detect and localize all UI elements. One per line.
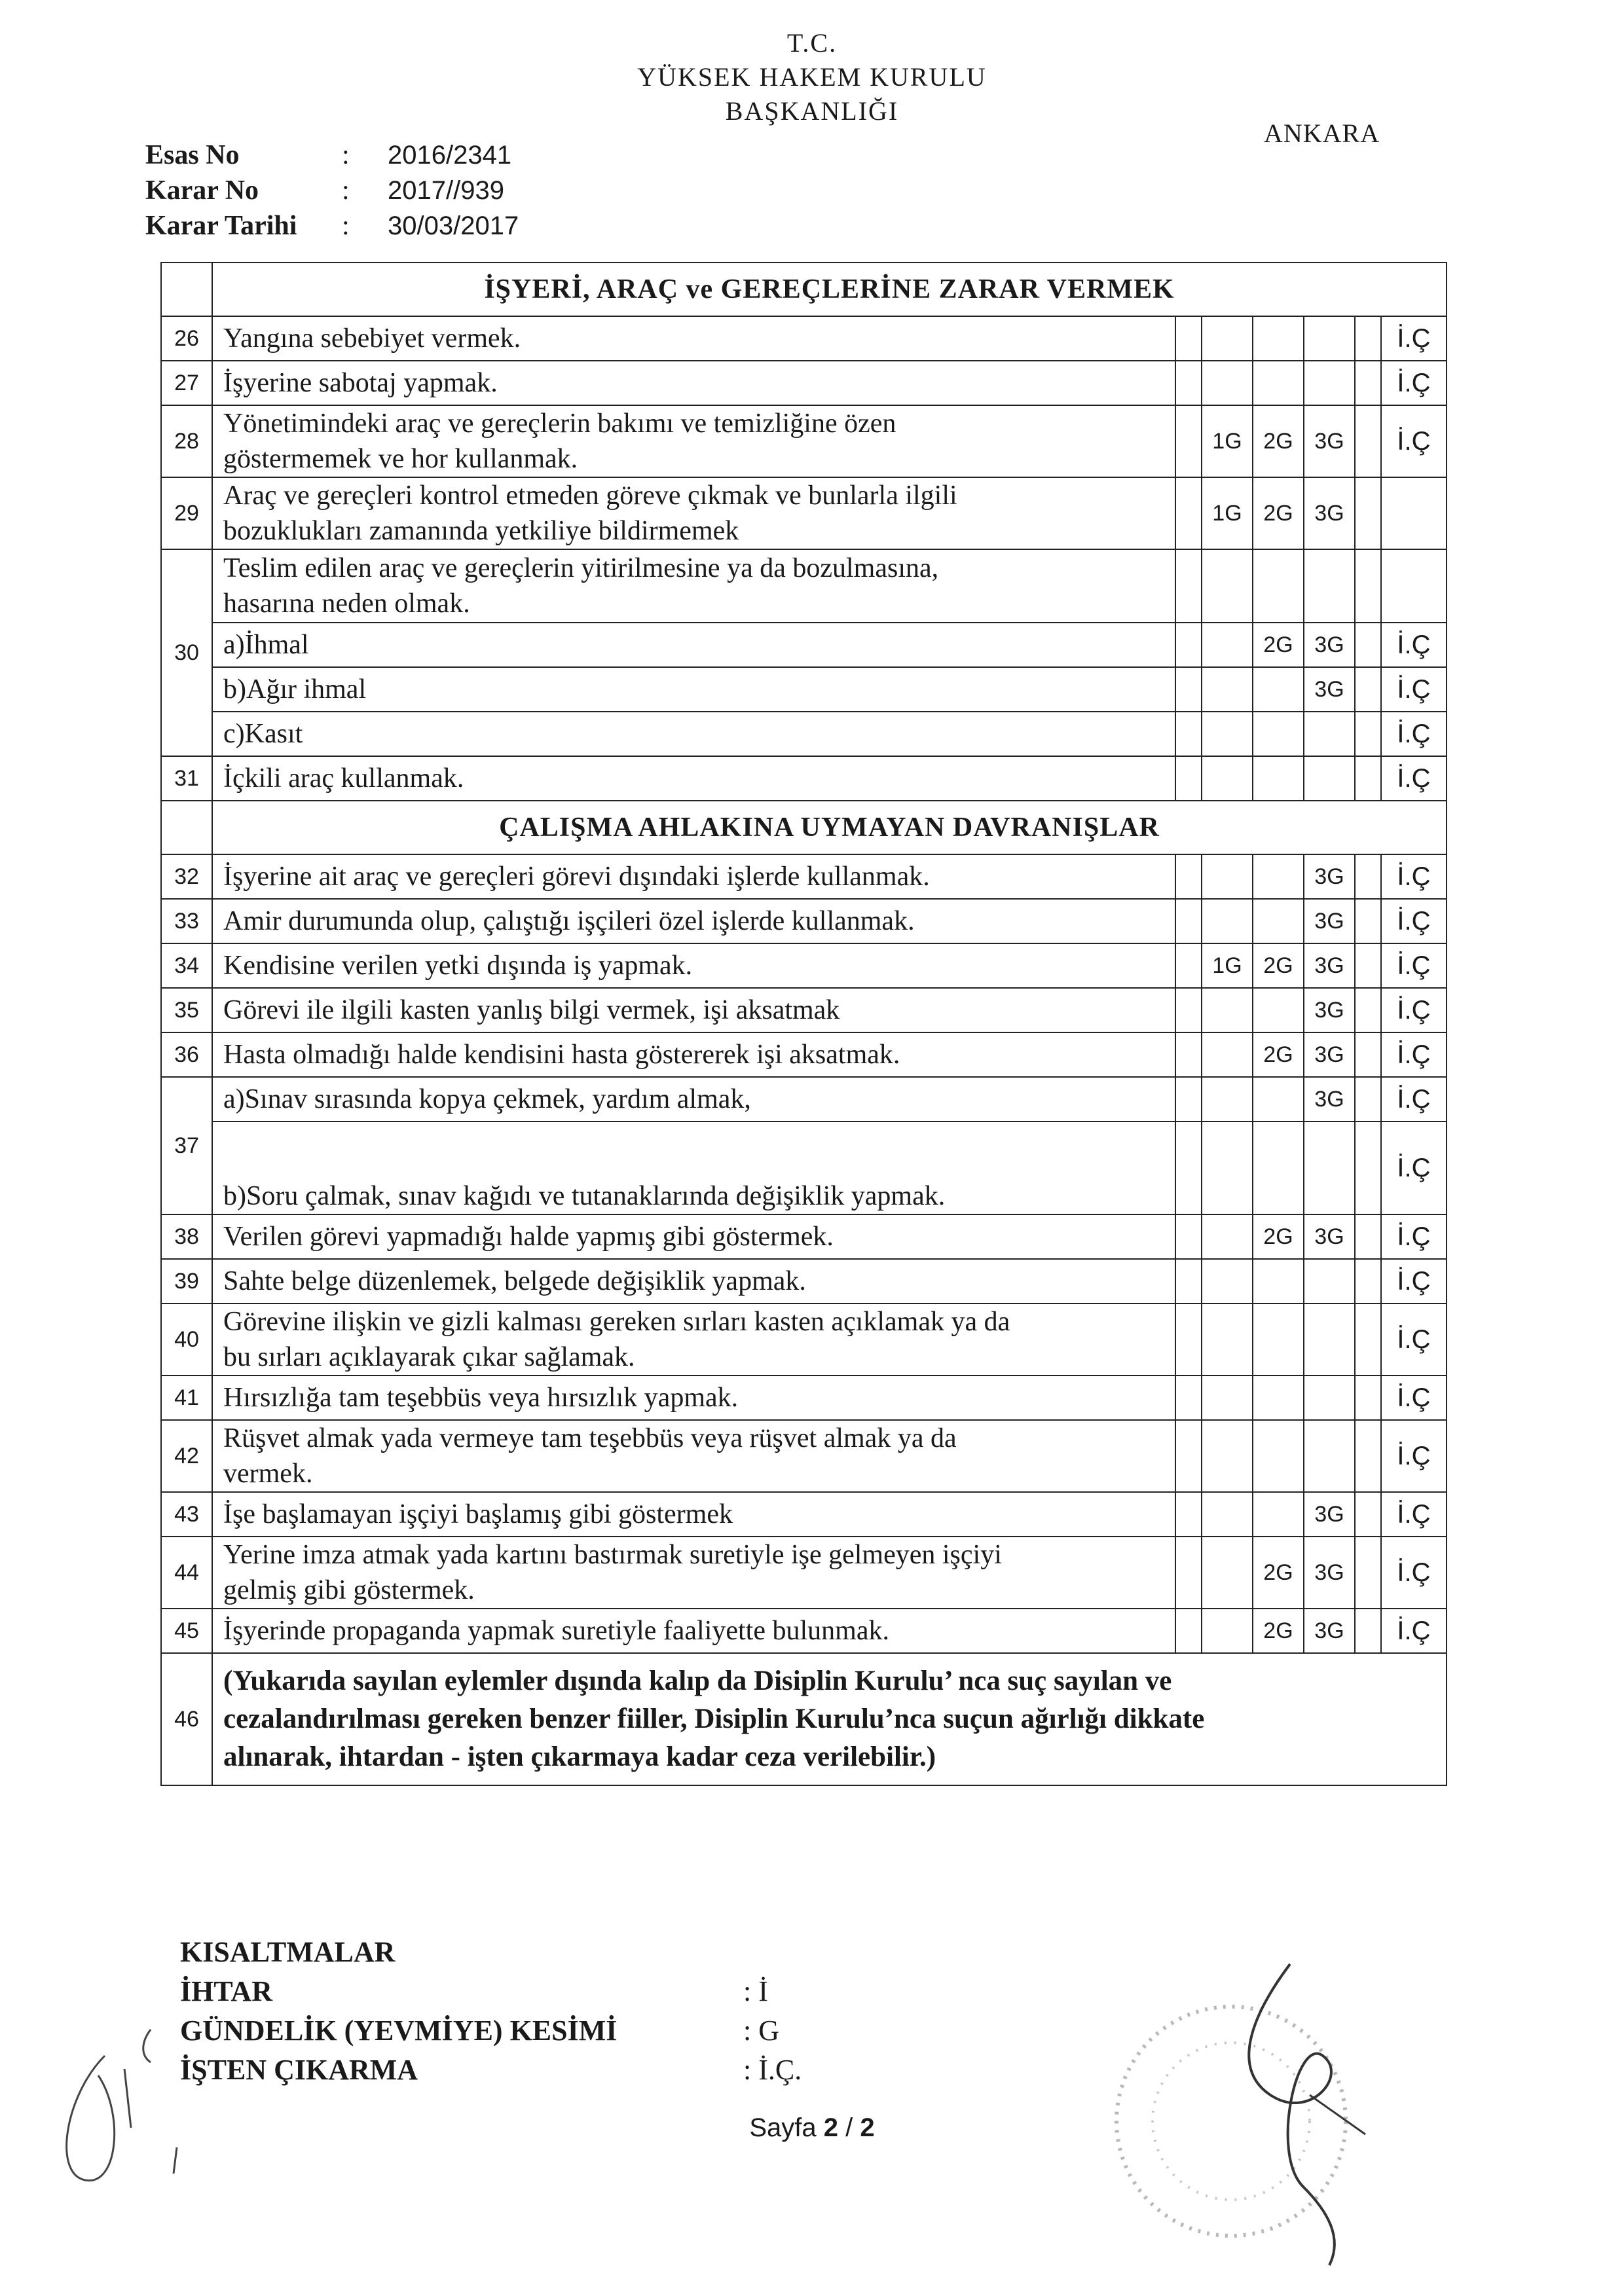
penalty-2g: 2G (1253, 405, 1304, 477)
penalty-dismissal: İ.Ç (1381, 316, 1447, 361)
row-number: 26 (161, 316, 212, 361)
meta-row-esas (145, 137, 519, 173)
abbreviation-item (180, 2011, 802, 2050)
penalty-dismissal: İ.Ç (1381, 623, 1447, 667)
row-description (212, 477, 1175, 549)
table-row (161, 316, 1447, 361)
penalty-dismissal: İ.Ç (1381, 988, 1447, 1032)
penalty-2g: 2G (1253, 477, 1304, 549)
row-description: İşyerine ait araç ve gereçleri görevi dışındaki işlerde kullanmak. (212, 854, 1175, 899)
penalty-dismissal: İ.Ç (1381, 943, 1447, 988)
section-title: İŞYERİ, ARAÇ ve GEREÇLERİNE ZARAR VERMEK (212, 263, 1447, 316)
row-description: İşyerinde propaganda yapmak suretiyle faaliyette bulunmak. (212, 1609, 1175, 1653)
table-row (161, 1032, 1447, 1077)
penalty-3g: 3G (1304, 623, 1355, 667)
penalty-2g: 2G (1253, 1609, 1304, 1653)
penalty-dismissal: İ.Ç (1381, 667, 1447, 712)
row-number: 39 (161, 1259, 212, 1303)
penalty-dismissal: İ.Ç (1381, 1492, 1447, 1537)
document-header (0, 26, 1624, 128)
table-row (161, 1420, 1447, 1492)
table-row (161, 405, 1447, 477)
table-row (161, 1259, 1447, 1303)
row-note (212, 1653, 1447, 1785)
row-number: 33 (161, 899, 212, 943)
row-number: 46 (161, 1653, 212, 1785)
table-row (161, 477, 1447, 549)
row-subitem: a)İhmal (212, 623, 1175, 667)
abbreviation-term: İHTAR (180, 1975, 272, 2007)
meta-colon: : (342, 211, 350, 241)
page-total: 2 (860, 2113, 875, 2142)
row-description (212, 1420, 1175, 1492)
penalty-3g: 3G (1304, 899, 1355, 943)
header-line-presidency: BAŞKANLIĞI (725, 96, 899, 126)
penalty-dismissal: İ.Ç (1381, 1121, 1447, 1214)
row-description (212, 1303, 1175, 1376)
penalty-3g: 3G (1304, 1214, 1355, 1259)
abbreviation-code: : İ (743, 1975, 768, 2007)
discipline-table (160, 262, 1447, 1786)
table-row (161, 988, 1447, 1032)
penalty-2g: 2G (1253, 1214, 1304, 1259)
penalty-dismissal: İ.Ç (1381, 1303, 1447, 1376)
meta-row-tarih (145, 208, 519, 244)
meta-label: Karar No (145, 175, 259, 206)
table-row (161, 756, 1447, 801)
penalty-1g: 1G (1202, 943, 1253, 988)
table-row (161, 1077, 1447, 1121)
penalty-dismissal: İ.Ç (1381, 1420, 1447, 1492)
row-description (212, 1537, 1175, 1609)
meta-row-karar (145, 173, 519, 208)
section-title: ÇALIŞMA AHLAKINA UYMAYAN DAVRANIŞLAR (212, 801, 1447, 854)
row-description-line: Araç ve gereçleri kontrol etmeden göreve çıkmak ve bunlarla ilgili (223, 481, 957, 511)
row-description-line: Yönetimindeki araç ve gereçlerin bakımı ve temizliğine özen (223, 409, 896, 439)
penalty-dismissal: İ.Ç (1381, 756, 1447, 801)
meta-value: 2017//939 (388, 176, 504, 205)
abbreviation-item (180, 2050, 802, 2090)
table-row (161, 667, 1447, 712)
page-prefix: Sayfa (749, 2113, 817, 2142)
abbreviation-term: GÜNDELİK (YEVMİYE) KESİMİ (180, 2014, 618, 2047)
table-row (161, 1376, 1447, 1420)
page-separator: / (845, 2113, 853, 2142)
row-description: Hırsızlığa tam teşebbüs veya hırsızlık yapmak. (212, 1376, 1175, 1420)
penalty-dismissal: İ.Ç (1381, 899, 1447, 943)
row-number: 31 (161, 756, 212, 801)
table-row (161, 1537, 1447, 1609)
row-subitem: b)Ağır ihmal (212, 667, 1175, 712)
abbreviations-legend (180, 1933, 802, 2090)
row-number: 29 (161, 477, 212, 549)
case-meta (145, 137, 519, 244)
row-description-line: gelmiş gibi göstermek. (223, 1575, 475, 1605)
table-row (161, 1492, 1447, 1537)
note-line: (Yukarıda sayılan eylemler dışında kalıp da Disiplin Kurulu’ nca suç sayılan ve (223, 1666, 1172, 1696)
row-description-line: hasarına neden olmak. (223, 589, 470, 619)
table-row (161, 1609, 1447, 1653)
row-description: Yangına sebebiyet vermek. (212, 316, 1175, 361)
penalty-2g: 2G (1253, 623, 1304, 667)
row-description-line: Rüşvet almak yada vermeye tam teşebbüs veya rüşvet almak ya da (223, 1423, 957, 1453)
table-row (161, 854, 1447, 899)
meta-label: Esas No (145, 140, 240, 170)
row-subitem: b)Soru çalmak, sınav kağıdı ve tutanaklarında değişiklik yapmak. (212, 1121, 1175, 1214)
penalty-2g: 2G (1253, 943, 1304, 988)
penalty-dismissal: İ.Ç (1381, 1032, 1447, 1077)
official-stamp-icon (1035, 1938, 1375, 2278)
penalty-3g: 3G (1304, 988, 1355, 1032)
penalty-1g: 1G (1202, 405, 1253, 477)
row-number: 30 (161, 549, 212, 756)
row-subitem: a)Sınav sırasında kopya çekmek, yardım almak, (212, 1077, 1175, 1121)
row-description-line: Teslim edilen araç ve gereçlerin yitirilmesine ya da bozulmasına, (223, 553, 939, 583)
row-description-line: bu sırları açıklayarak çıkar sağlamak. (223, 1342, 635, 1372)
table-row (161, 549, 1447, 623)
meta-label: Karar Tarihi (145, 211, 297, 241)
row-description: Hasta olmadığı halde kendisini hasta göstererek işi aksatmak. (212, 1032, 1175, 1077)
table-row (161, 1303, 1447, 1376)
row-description: İşe başlamayan işçiyi başlamış gibi göstermek (212, 1492, 1175, 1537)
penalty-2g: 2G (1253, 1032, 1304, 1077)
penalty-dismissal: İ.Ç (1381, 405, 1447, 477)
row-description (212, 405, 1175, 477)
table-row (161, 623, 1447, 667)
row-number: 38 (161, 1214, 212, 1259)
penalty-3g: 3G (1304, 943, 1355, 988)
penalty-dismissal: İ.Ç (1381, 854, 1447, 899)
table-row (161, 899, 1447, 943)
row-description: Verilen görevi yapmadığı halde yapmış gibi göstermek. (212, 1214, 1175, 1259)
abbreviation-code: : İ.Ç. (743, 2054, 802, 2086)
section-header-row (161, 801, 1447, 854)
penalty-dismissal: İ.Ç (1381, 361, 1447, 405)
penalty-dismissal: İ.Ç (1381, 1609, 1447, 1653)
penalty-3g: 3G (1304, 477, 1355, 549)
abbreviation-item (180, 1972, 802, 2011)
row-description: İçkili araç kullanmak. (212, 756, 1175, 801)
note-line: cezalandırılması gereken benzer fiiller, Disiplin Kurulu’nca suçun ağırlığı dikkate (223, 1704, 1205, 1734)
row-number: 45 (161, 1609, 212, 1653)
header-line-tc: T.C. (786, 28, 838, 58)
penalty-dismissal: İ.Ç (1381, 1214, 1447, 1259)
row-description-line: Yerine imza atmak yada kartını bastırmak suretiyle işe gelmeyen işçiyi (223, 1540, 1002, 1570)
table-row (161, 943, 1447, 988)
row-description-line: vermek. (223, 1459, 313, 1489)
row-number: 35 (161, 988, 212, 1032)
row-description: Amir durumunda olup, çalıştığı işçileri özel işlerde kullanmak. (212, 899, 1175, 943)
penalty-1g: 1G (1202, 477, 1253, 549)
city-label: ANKARA (1264, 118, 1380, 148)
row-number: 42 (161, 1420, 212, 1492)
penalty-3g: 3G (1304, 1492, 1355, 1537)
penalty-3g: 3G (1304, 667, 1355, 712)
penalty-3g: 3G (1304, 1537, 1355, 1609)
note-line: alınarak, ihtardan - işten çıkarmaya kadar ceza verilebilir.) (223, 1741, 936, 1772)
row-number: 34 (161, 943, 212, 988)
header-line-institution: YÜKSEK HAKEM KURULU (637, 62, 987, 92)
row-description: Görevi ile ilgili kasten yanlış bilgi vermek, işi aksatmak (212, 988, 1175, 1032)
row-number: 28 (161, 405, 212, 477)
page-current: 2 (823, 2113, 839, 2142)
row-description-line: bozuklukları zamanında yetkiliye bildirmemek (223, 516, 739, 546)
row-number: 37 (161, 1077, 212, 1214)
penalty-dismissal: İ.Ç (1381, 712, 1447, 756)
row-number: 41 (161, 1376, 212, 1420)
row-description: İşyerine sabotaj yapmak. (212, 361, 1175, 405)
page-indicator (0, 2113, 1624, 2143)
penalty-2g: 2G (1253, 1537, 1304, 1609)
penalty-dismissal: İ.Ç (1381, 1077, 1447, 1121)
row-number: 40 (161, 1303, 212, 1376)
penalty-dismissal: İ.Ç (1381, 1376, 1447, 1420)
table-row (161, 1121, 1447, 1214)
row-number: 43 (161, 1492, 212, 1537)
row-number: 36 (161, 1032, 212, 1077)
table-row (161, 712, 1447, 756)
row-description: Sahte belge düzenlemek, belgede değişiklik yapmak. (212, 1259, 1175, 1303)
row-description-line: göstermemek ve hor kullanmak. (223, 444, 578, 474)
row-description (212, 549, 1175, 623)
meta-value: 30/03/2017 (388, 211, 519, 240)
meta-colon: : (342, 175, 350, 206)
meta-colon: : (342, 140, 350, 170)
penalty-3g: 3G (1304, 1032, 1355, 1077)
row-number: 44 (161, 1537, 212, 1609)
table-row (161, 1214, 1447, 1259)
row-subitem: c)Kasıt (212, 712, 1175, 756)
penalty-dismissal: İ.Ç (1381, 1537, 1447, 1609)
table-row (161, 361, 1447, 405)
row-number: 27 (161, 361, 212, 405)
row-description: Kendisine verilen yetki dışında iş yapmak. (212, 943, 1175, 988)
meta-value: 2016/2341 (388, 141, 512, 170)
penalty-3g: 3G (1304, 854, 1355, 899)
penalty-3g: 3G (1304, 405, 1355, 477)
penalty-3g: 3G (1304, 1609, 1355, 1653)
row-number: 32 (161, 854, 212, 899)
penalty-dismissal: İ.Ç (1381, 1259, 1447, 1303)
row-description-line: Görevine ilişkin ve gizli kalması gereken sırları kasten açıklamak ya da (223, 1307, 1010, 1337)
section-header-row (161, 263, 1447, 316)
abbreviations-title: KISALTMALAR (180, 1936, 396, 1968)
penalty-3g: 3G (1304, 1077, 1355, 1121)
table-row (161, 1653, 1447, 1785)
abbreviation-term: İŞTEN ÇIKARMA (180, 2054, 418, 2086)
abbreviation-code: : G (743, 2014, 779, 2047)
